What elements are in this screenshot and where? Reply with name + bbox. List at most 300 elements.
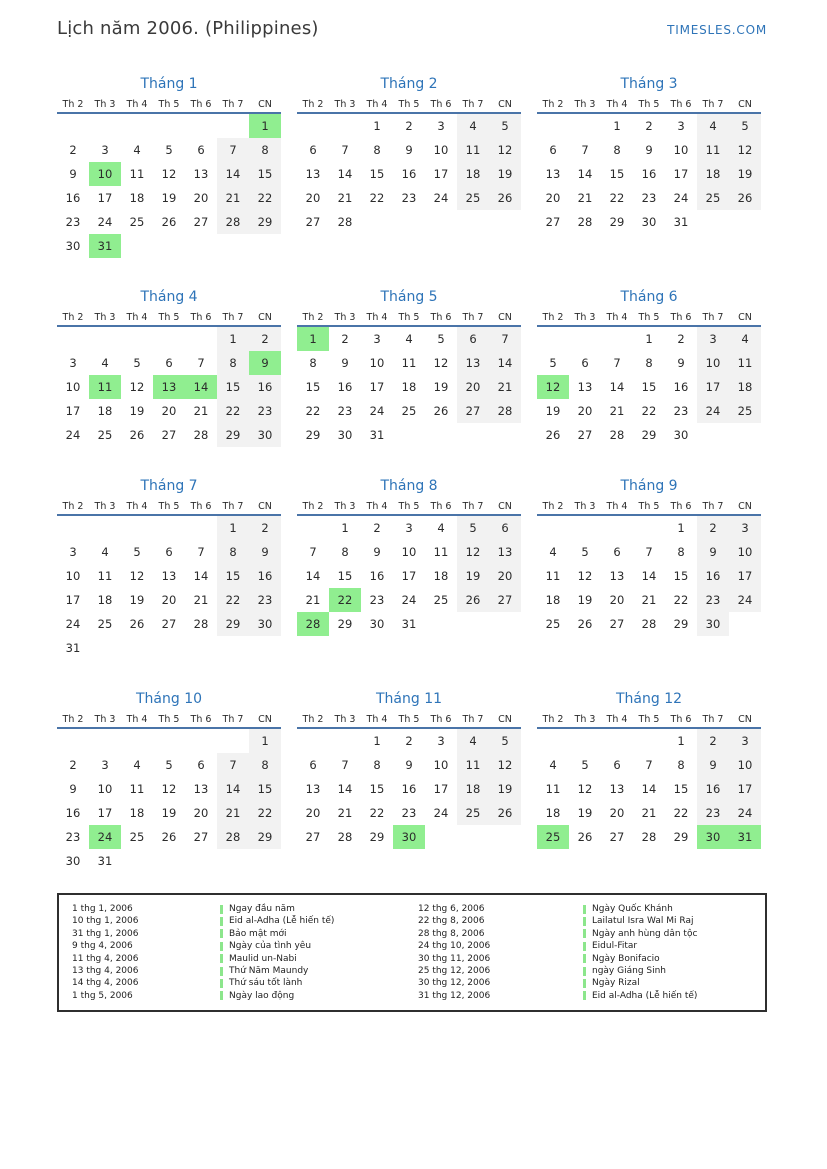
week-row	[537, 162, 761, 186]
month-title: Tháng 9	[620, 478, 678, 494]
day-cell: 17	[729, 564, 761, 588]
day-cell: 19	[129, 404, 145, 418]
day-cell: 17	[433, 167, 449, 181]
day-cell: 10	[433, 143, 449, 157]
legend-entry-name	[583, 953, 759, 965]
legend-name-text: Ngay đầu năm	[229, 904, 295, 914]
empty-cell	[121, 728, 153, 753]
empty-cell	[569, 113, 601, 138]
week-row	[537, 540, 761, 564]
weekday-header: CN	[258, 713, 272, 725]
day-cell: 13	[305, 782, 321, 796]
day-cell: 26	[577, 830, 593, 844]
day-cell: 25	[545, 617, 561, 631]
month-title: Tháng 7	[140, 478, 198, 494]
day-cell: 27	[305, 830, 321, 844]
weekday-header: Th 7	[462, 311, 484, 323]
empty-cell	[89, 113, 121, 138]
holiday-marker-icon	[583, 954, 586, 963]
day-cell: 7	[217, 138, 249, 162]
day-cell: 5	[133, 545, 141, 559]
day-cell: 3	[697, 326, 729, 351]
week-row	[537, 588, 761, 612]
day-cell: 14	[193, 569, 209, 583]
weekday-header: Th 2	[302, 98, 324, 110]
holiday-day-cell: 28	[297, 612, 329, 636]
day-cell: 8	[249, 753, 281, 777]
week-row	[57, 399, 281, 423]
weekday-header: Th 6	[670, 713, 692, 725]
day-cell: 21	[577, 191, 593, 205]
month-title: Tháng 10	[135, 691, 203, 707]
weekday-header: CN	[498, 98, 512, 110]
weekday-header: Th 5	[398, 500, 420, 512]
day-cell: 4	[101, 356, 109, 370]
day-cell: 29	[609, 215, 625, 229]
weekday-header: CN	[738, 98, 752, 110]
day-cell: 2	[405, 734, 413, 748]
day-cell: 13	[457, 351, 489, 375]
day-cell: 6	[309, 758, 317, 772]
day-cell: 15	[673, 569, 689, 583]
legend-date: 12 thg 6, 2006	[418, 904, 485, 914]
day-cell: 6	[165, 545, 173, 559]
day-cell: 22	[369, 806, 385, 820]
day-cell: 17	[729, 777, 761, 801]
empty-cell	[457, 825, 489, 849]
week-row	[297, 777, 521, 801]
day-cell: 19	[577, 593, 593, 607]
day-cell: 1	[677, 734, 685, 748]
day-cell: 6	[613, 545, 621, 559]
month-block	[537, 476, 761, 636]
day-cell: 24	[673, 191, 689, 205]
holiday-day-cell: 30	[697, 825, 729, 849]
empty-cell	[57, 326, 89, 351]
empty-cell	[569, 326, 601, 351]
day-cell: 17	[401, 569, 417, 583]
legend-name-text: Maulid un-Nabi	[229, 953, 297, 964]
day-cell: 25	[129, 830, 145, 844]
day-cell: 8	[677, 758, 685, 772]
day-cell: 7	[489, 326, 521, 351]
day-cell: 16	[641, 167, 657, 181]
holiday-marker-icon	[220, 942, 223, 951]
day-cell: 12	[577, 782, 593, 796]
day-cell: 1	[373, 119, 381, 133]
empty-cell	[153, 326, 185, 351]
day-cell: 3	[729, 515, 761, 540]
day-cell: 2	[645, 119, 653, 133]
legend-date: 9 thg 4, 2006	[72, 941, 133, 952]
day-cell: 6	[165, 356, 173, 370]
weekday-header-row	[297, 711, 521, 728]
week-row	[537, 801, 761, 825]
weekday-header: Th 2	[542, 311, 564, 323]
day-cell: 22	[217, 399, 249, 423]
week-row	[297, 162, 521, 186]
day-cell: 10	[65, 569, 81, 583]
weekday-header: Th 6	[430, 311, 452, 323]
legend-name-text: Eid al-Adha (Lễ hiến tế)	[229, 916, 335, 927]
day-cell: 16	[673, 380, 689, 394]
weekday-header-row	[57, 96, 281, 113]
weekday-header: Th 4	[606, 713, 628, 725]
holiday-day-cell: 31	[729, 825, 761, 849]
holiday-day-cell: 11	[89, 375, 121, 399]
day-cell: 16	[697, 777, 729, 801]
month-table	[297, 309, 521, 447]
weekday-header-row	[297, 309, 521, 326]
empty-cell	[89, 326, 121, 351]
day-cell: 20	[305, 191, 321, 205]
day-cell: 20	[609, 806, 625, 820]
day-cell: 17	[697, 375, 729, 399]
day-cell: 5	[581, 545, 589, 559]
day-cell: 10	[729, 540, 761, 564]
day-cell: 20	[609, 593, 625, 607]
empty-cell	[153, 636, 185, 660]
empty-cell	[297, 113, 329, 138]
day-cell: 10	[697, 351, 729, 375]
day-cell: 12	[433, 356, 449, 370]
legend-entry-name	[220, 990, 418, 1002]
day-cell: 24	[433, 191, 449, 205]
day-cell: 20	[577, 404, 593, 418]
day-cell: 11	[729, 351, 761, 375]
day-cell: 24	[401, 593, 417, 607]
day-cell: 6	[197, 143, 205, 157]
month-block	[57, 74, 281, 258]
month-table	[57, 309, 281, 447]
day-cell: 24	[97, 215, 113, 229]
day-cell: 8	[373, 758, 381, 772]
calendar-grid	[57, 74, 767, 873]
legend-name-text: Eidul-Fitar	[592, 941, 638, 952]
day-cell: 2	[405, 119, 413, 133]
day-cell: 18	[697, 162, 729, 186]
day-cell: 15	[217, 564, 249, 588]
day-cell: 21	[193, 404, 209, 418]
day-cell: 20	[457, 375, 489, 399]
weekday-header: Th 2	[62, 713, 84, 725]
day-cell: 27	[609, 830, 625, 844]
day-cell: 5	[549, 356, 557, 370]
empty-cell	[297, 515, 329, 540]
day-cell: 6	[457, 326, 489, 351]
week-row	[537, 612, 761, 636]
day-cell: 28	[217, 210, 249, 234]
day-cell: 30	[697, 612, 729, 636]
day-cell: 30	[65, 239, 81, 253]
day-cell: 24	[369, 404, 385, 418]
day-cell: 9	[645, 143, 653, 157]
weekday-header-row	[57, 711, 281, 728]
holiday-marker-icon	[220, 991, 223, 1000]
day-cell: 22	[217, 588, 249, 612]
day-cell: 3	[437, 119, 445, 133]
day-cell: 8	[613, 143, 621, 157]
day-cell: 1	[217, 326, 249, 351]
day-cell: 13	[545, 167, 561, 181]
day-cell: 22	[249, 801, 281, 825]
weekday-header: Th 7	[462, 98, 484, 110]
day-cell: 22	[249, 186, 281, 210]
empty-cell	[217, 113, 249, 138]
week-row	[297, 210, 521, 234]
weekday-header: Th 7	[702, 500, 724, 512]
day-cell: 11	[545, 782, 561, 796]
week-row	[537, 113, 761, 138]
empty-cell	[329, 113, 361, 138]
day-cell: 13	[193, 167, 209, 181]
day-cell: 26	[161, 830, 177, 844]
day-cell: 9	[69, 167, 77, 181]
month-table	[297, 711, 521, 849]
day-cell: 16	[697, 564, 729, 588]
legend-name-text: Ngày lao động	[229, 990, 295, 1001]
week-row	[57, 326, 281, 351]
empty-cell	[537, 515, 569, 540]
day-cell: 9	[405, 758, 413, 772]
day-cell: 23	[697, 588, 729, 612]
month-title: Tháng 12	[615, 691, 683, 707]
day-cell: 19	[129, 593, 145, 607]
day-cell: 30	[337, 428, 353, 442]
day-cell: 18	[545, 593, 561, 607]
month-table	[57, 498, 281, 660]
day-cell: 26	[729, 186, 761, 210]
weekday-header: Th 7	[222, 500, 244, 512]
empty-cell	[425, 612, 457, 636]
day-cell: 16	[401, 782, 417, 796]
day-cell: 23	[249, 399, 281, 423]
day-cell: 12	[729, 138, 761, 162]
empty-cell	[601, 728, 633, 753]
week-row	[297, 588, 521, 612]
day-cell: 25	[729, 399, 761, 423]
weekday-header: Th 2	[542, 500, 564, 512]
day-cell: 15	[249, 777, 281, 801]
day-cell: 5	[133, 356, 141, 370]
weekday-header: Th 7	[702, 311, 724, 323]
weekday-header: CN	[258, 311, 272, 323]
legend-name-text: Bảo mật mới	[229, 928, 287, 939]
day-cell: 15	[369, 782, 385, 796]
day-cell: 28	[577, 215, 593, 229]
day-cell: 9	[405, 143, 413, 157]
day-cell: 17	[65, 593, 81, 607]
empty-cell	[185, 728, 217, 753]
day-cell: 7	[309, 545, 317, 559]
weekday-header: Th 3	[94, 713, 116, 725]
empty-cell	[425, 423, 457, 447]
legend-date: 13 thg 4, 2006	[72, 965, 139, 976]
empty-cell	[361, 210, 393, 234]
day-cell: 27	[457, 399, 489, 423]
weekday-header: Th 6	[670, 311, 692, 323]
day-cell: 23	[65, 830, 81, 844]
holiday-day-cell: 13	[153, 375, 185, 399]
weekday-header: Th 5	[158, 500, 180, 512]
day-cell: 5	[457, 515, 489, 540]
day-cell: 2	[677, 332, 685, 346]
legend-date: 11 thg 4, 2006	[72, 953, 139, 964]
day-cell: 19	[489, 162, 521, 186]
day-cell: 3	[677, 119, 685, 133]
week-row	[537, 210, 761, 234]
day-cell: 29	[249, 825, 281, 849]
day-cell: 28	[193, 428, 209, 442]
day-cell: 27	[161, 428, 177, 442]
empty-cell	[153, 113, 185, 138]
weekday-header: Th 7	[222, 98, 244, 110]
holiday-marker-icon	[220, 967, 223, 976]
day-cell: 5	[165, 143, 173, 157]
day-cell: 4	[457, 728, 489, 753]
empty-cell	[57, 515, 89, 540]
day-cell: 21	[609, 404, 625, 418]
weekday-header: Th 7	[702, 98, 724, 110]
holiday-day-cell: 10	[89, 162, 121, 186]
day-cell: 13	[193, 782, 209, 796]
empty-cell	[153, 728, 185, 753]
legend-entry-name	[583, 965, 759, 977]
day-cell: 2	[69, 758, 77, 772]
weekday-header: Th 4	[606, 98, 628, 110]
day-cell: 19	[545, 404, 561, 418]
day-cell: 12	[129, 380, 145, 394]
day-cell: 29	[305, 428, 321, 442]
legend-name-text: Thứ sáu tốt lành	[229, 978, 303, 989]
empty-cell	[185, 849, 217, 873]
empty-cell	[489, 825, 521, 849]
day-cell: 6	[309, 143, 317, 157]
holiday-marker-icon	[583, 929, 586, 938]
month-block	[537, 74, 761, 234]
weekday-header: CN	[498, 500, 512, 512]
weekday-header: Th 5	[158, 713, 180, 725]
week-row	[57, 423, 281, 447]
day-cell: 23	[641, 191, 657, 205]
legend-entry-name	[583, 940, 759, 952]
day-cell: 22	[609, 191, 625, 205]
day-cell: 26	[545, 428, 561, 442]
day-cell: 7	[197, 545, 205, 559]
day-cell: 1	[249, 728, 281, 753]
empty-cell	[569, 728, 601, 753]
day-cell: 3	[405, 521, 413, 535]
weekday-header: CN	[738, 311, 752, 323]
empty-cell	[249, 849, 281, 873]
legend-entry-name	[220, 940, 418, 952]
day-cell: 21	[217, 186, 249, 210]
weekday-header: Th 3	[94, 500, 116, 512]
day-cell: 3	[729, 728, 761, 753]
day-cell: 20	[489, 564, 521, 588]
day-cell: 29	[673, 617, 689, 631]
day-cell: 11	[697, 138, 729, 162]
week-row	[297, 515, 521, 540]
day-cell: 14	[609, 380, 625, 394]
week-row	[537, 326, 761, 351]
day-cell: 18	[97, 404, 113, 418]
month-block	[297, 287, 521, 447]
day-cell: 3	[69, 545, 77, 559]
day-cell: 20	[305, 806, 321, 820]
day-cell: 19	[161, 191, 177, 205]
empty-cell	[569, 515, 601, 540]
day-cell: 4	[437, 521, 445, 535]
day-cell: 11	[97, 569, 113, 583]
day-cell: 2	[249, 515, 281, 540]
legend-date: 30 thg 12, 2006	[418, 978, 491, 989]
empty-cell	[121, 113, 153, 138]
empty-cell	[121, 326, 153, 351]
weekday-header: Th 4	[606, 311, 628, 323]
holiday-day-cell: 22	[329, 588, 361, 612]
legend-date: 31 thg 1, 2006	[72, 928, 139, 939]
day-cell: 18	[129, 191, 145, 205]
weekday-header: CN	[258, 500, 272, 512]
week-row	[297, 728, 521, 753]
holiday-marker-icon	[583, 991, 586, 1000]
day-cell: 23	[65, 215, 81, 229]
day-cell: 17	[433, 782, 449, 796]
day-cell: 16	[249, 564, 281, 588]
week-row	[57, 351, 281, 375]
day-cell: 8	[309, 356, 317, 370]
day-cell: 6	[581, 356, 589, 370]
day-cell: 4	[729, 326, 761, 351]
weekday-header: Th 3	[574, 98, 596, 110]
day-cell: 31	[97, 854, 113, 868]
empty-cell	[57, 728, 89, 753]
week-row	[537, 515, 761, 540]
empty-cell	[249, 234, 281, 258]
legend-date: 22 thg 8, 2006	[418, 916, 485, 927]
day-cell: 15	[217, 375, 249, 399]
empty-cell	[185, 113, 217, 138]
weekday-header: Th 6	[190, 98, 212, 110]
empty-cell	[217, 849, 249, 873]
day-cell: 8	[217, 351, 249, 375]
day-cell: 20	[161, 404, 177, 418]
day-cell: 28	[489, 399, 521, 423]
weekday-header: Th 4	[126, 98, 148, 110]
week-row	[297, 825, 521, 849]
holiday-day-cell: 12	[537, 375, 569, 399]
day-cell: 18	[129, 806, 145, 820]
week-row	[537, 399, 761, 423]
holiday-day-cell: 30	[393, 825, 425, 849]
day-cell: 2	[249, 326, 281, 351]
empty-cell	[457, 612, 489, 636]
week-row	[297, 801, 521, 825]
weekday-header: Th 4	[366, 98, 388, 110]
empty-cell	[537, 326, 569, 351]
empty-cell	[89, 728, 121, 753]
day-cell: 9	[373, 545, 381, 559]
day-cell: 4	[457, 113, 489, 138]
week-row	[57, 186, 281, 210]
empty-cell	[89, 515, 121, 540]
brand-link[interactable]: TIMESLES.COM	[667, 23, 767, 37]
holiday-day-cell: 31	[89, 234, 121, 258]
day-cell: 5	[489, 113, 521, 138]
day-cell: 28	[217, 825, 249, 849]
week-row	[297, 612, 521, 636]
